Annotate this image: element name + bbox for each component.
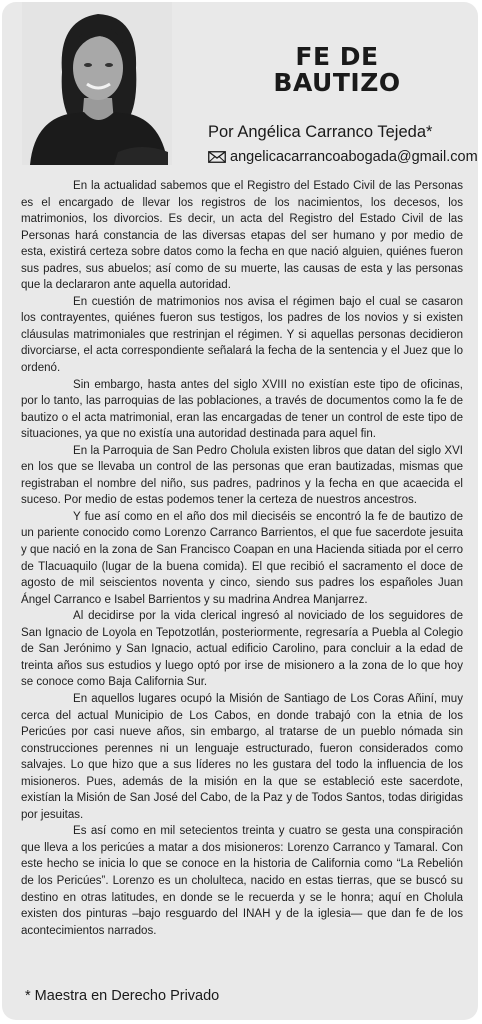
author-byline: Por Angélica Carranco Tejeda* — [208, 123, 433, 141]
article-title — [242, 44, 432, 96]
author-email — [208, 149, 478, 165]
paragraph: Y fue así como en el año dos mil dieciséis se encontró la fe de bautizo de un pariente conocido como Lorenzo Carranco Barrientos, el que fue sacerdote jesuita y que nació en la zona de San Francisco Coapan en una Hacienda sitiada por el cerro de Tlacuaquilo (lugar de la buena comida). El que recibió el sacramento el doce de agosto de mil seiscientos noventa y cinco, siendo sus padres los españoles Juan Ángel Carranco e Isabel Barrientos y su madrina Andrea Manjarrez. — [21, 510, 463, 606]
article-body — [21, 178, 463, 939]
author-photo — [22, 2, 172, 165]
paragraph: En la Parroquia de San Pedro Cholula existen libros que datan del siglo XVI en los que se llevaba un control de las personas que eran bautizadas, mismas que registraban el nombre del niño, sus padres, padrinos y la fecha en que acaecida el suceso. Por medio de estas podemos tener la certeza de nuestros ancestros. — [21, 444, 463, 507]
envelope-icon — [208, 151, 226, 163]
title-line-1: FE DE — [295, 42, 379, 71]
paragraph: En la actualidad sabemos que el Registro del Estado Civil de las Personas es el encargado de llevar los registros de los nacimientos, los decesos, los matrimonios, los divorcios. Es decir, un acta del Registro del Estado Civil de las Personas hará constancia de las diversas etapas del ser humano y por medio de esta, existirá certeza sobre datos como la fecha en que nació alguien, quiénes fueron sus padres, sus abuelos; así como de su muerte, las causas de esta y las personas que la declararon ante aquella autoridad. — [21, 180, 463, 292]
title-line-2: BAUTIZO — [273, 68, 401, 97]
author-footnote: * Maestra en Derecho Privado — [25, 988, 220, 1004]
paragraph: Al decidirse por la vida clerical ingresó al noviciado de los seguidores de San Ignacio de Loyola en Tepotzotlán, posteriormente, regresaría a Puebla al Colegio de San Jerónimo y San Ignacio, actual edificio Carolino, para concluir a la edad de treinta años sus estudios y luego optó por irse de misionero a la zona de lo que hoy se conoce como Baja California Sur. — [21, 610, 463, 689]
paragraph: En cuestión de matrimonios nos avisa el régimen bajo el cual se casaron los contrayentes, quiénes fueron sus testigos, los padres de los novios y si existen cláusulas matrimoniales que restrinjan el régimen. Y si aquellas personas decidieron divorciarse, el acta correspondiente señalará la fecha de la sentencia y el Juez que lo ordenó. — [21, 295, 463, 375]
email-address: angelicacarrancoabogada@gmail.com — [230, 149, 478, 165]
article-card — [2, 2, 478, 1020]
paragraph: Es así como en mil setecientos treinta y cuatro se gesta una conspiración que lleva a los pericúes a matar a dos misioneros: Lorenzo Carranco y Tamaral. Con este hecho se inicia lo que se conoce en la historia de California como “La Rebelión de los Pericúes”. Lorenzo es un cholulteca, nacido en estas tierras, que se buscó su destino en otras latitudes, en donde se le recuerda y se le honra; aquí en Cholula existen dos pinturas –bajo resguardo del INAH y de la iglesia— que dan fe de los acontecimientos narrados. — [21, 825, 463, 937]
paragraph: En aquellos lugares ocupó la Misión de Santiago de Los Coras Añiní, muy cerca del actual Municipio de Los Cabos, en donde trabajó con la etnia de los Pericúes por casi nueve años, sin embargo, al tratarse de un pueblo nómada sin construcciones perennes ni un lenguaje estructurado, fueron considerados como salvajes. Lo que hizo que a sus líderes no les gustara del todo la influencia de los misioneros. Pues, además de la misión en la que se estableció este sacerdote, existían la Misión de San José del Cabo, de la Paz y de Todos Santos, todas dirigidas por jesuitas. — [21, 692, 463, 821]
paragraph: Sin embargo, hasta antes del siglo XVIII no existían este tipo de oficinas, por lo tanto, las parroquias de las poblaciones, a través de documentos como la fe de bautizo o el acta matrimonial, eran las encargadas de tener un control de este tipo de situaciones, ya que no existía una autoridad destinada para aquel fin. — [21, 378, 463, 441]
